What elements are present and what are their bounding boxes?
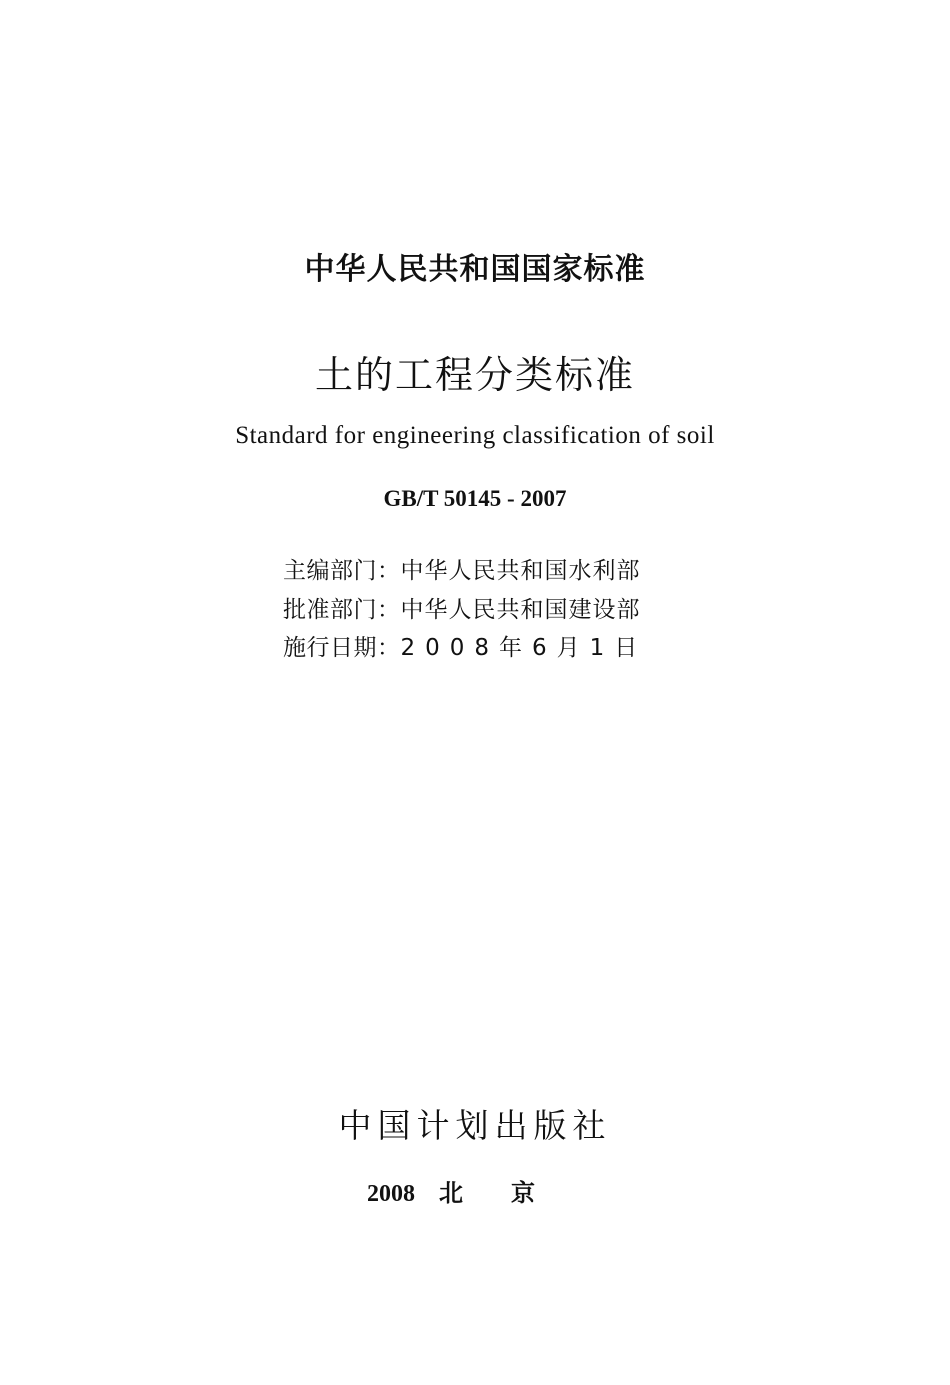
imprint [0, 1173, 950, 1208]
meta-row-approver [283, 591, 647, 630]
meta-value: 中华人民共和国水利部 [400, 558, 641, 584]
standard-series: 中华人民共和国国家标准 [304, 252, 646, 287]
meta-label: 主编部门： [283, 558, 401, 584]
title-chinese: 土的工程分类标准 [314, 353, 635, 397]
meta-row-effective-date [283, 629, 647, 668]
meta-value: 中华人民共和国建设部 [400, 596, 641, 623]
meta-row-chief-editor [283, 552, 647, 591]
meta-label: 批准部门： [283, 596, 401, 623]
meta-block [283, 552, 647, 668]
publisher-name: 中国计划出版社 [338, 1106, 612, 1145]
meta-value: 2008年6月1日 [400, 635, 648, 661]
title-english: Standard for engineering classification of soil [235, 422, 715, 449]
imprint-year: 2008 [367, 1181, 415, 1207]
meta-label: 施行日期： [283, 635, 401, 661]
imprint-city: 北京 [439, 1179, 583, 1207]
standard-code: GB/T 50145 - 2007 [383, 486, 567, 511]
